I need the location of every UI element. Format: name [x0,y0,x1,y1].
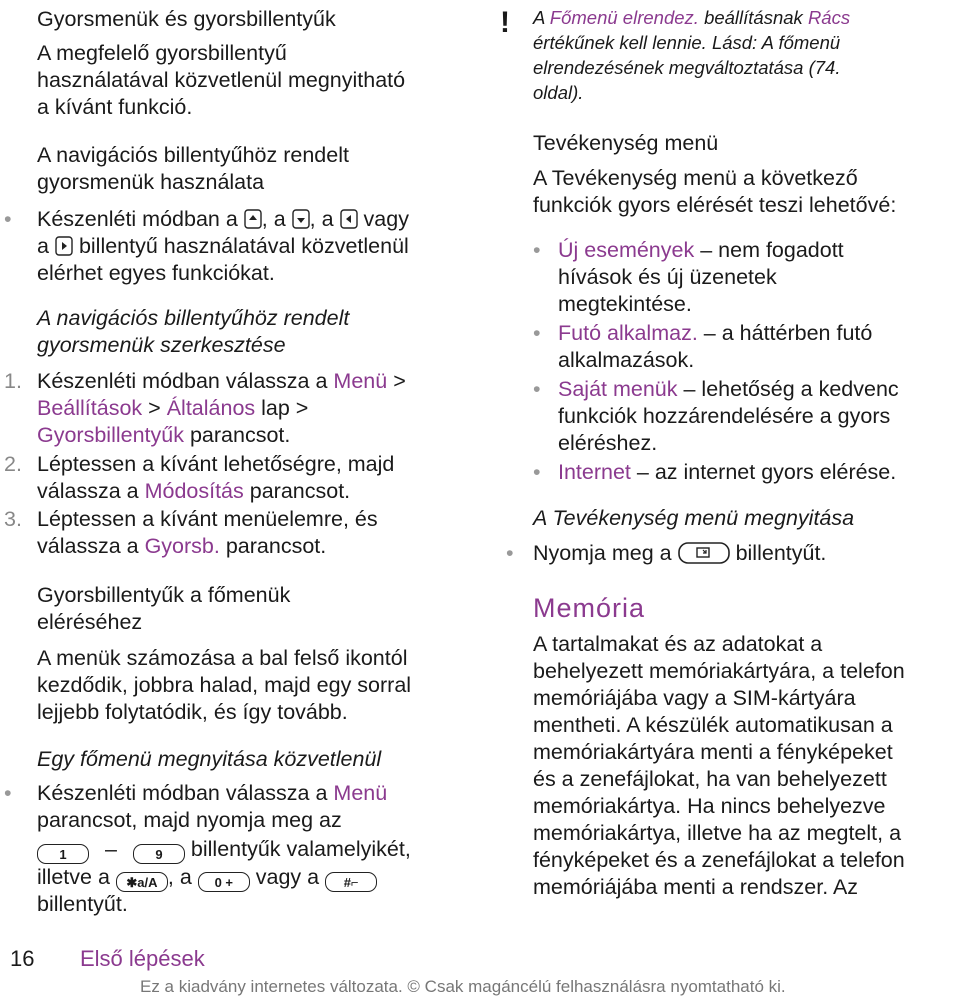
intro-line: A megfelelő gyorsbillentyű [37,41,287,65]
nav-left-icon [340,209,358,229]
bullet-icon: • [533,321,541,345]
subheading-nav: A navigációs billentyűhöz rendelt [37,143,349,167]
key-9-icon: 9 [133,844,185,864]
bullet-icon: • [506,541,514,565]
page-number: 16 [10,946,35,971]
key-hash-icon: #⌐ [325,872,377,892]
paragraph-line: és a zenefájlokat, ha van behelyezett [533,767,887,791]
bullet-line: a billentyű használatával közvetlenül [37,234,409,258]
key-star-icon: ✱a/A [116,872,168,892]
subheading-activity-open: A Tevékenység menü megnyitása [533,506,855,530]
list-item: • Új események – nem fogadott [533,238,844,262]
subheading-nav: gyorsmenük használata [37,170,265,194]
bullet-icon: • [533,460,541,484]
bullet-line: • Készenléti módban a , a , a vagy [4,207,409,231]
list-item: hívások és új üzenetek [558,265,777,289]
bullet-line: • Nyomja meg a billentyűt. [506,541,827,565]
activity-key-icon [678,542,730,564]
bullet-line: 1 – 9 billentyűk valamelyikét, [37,836,411,864]
list-item: funkciók hozzárendelésére a gyors [558,404,891,428]
bullet-icon: • [4,781,12,805]
subheading-edit: gyorsmenük szerkesztése [37,333,286,357]
list-item: • Saját menük – lehetőség a kedvenc [533,377,899,401]
nav-up-icon [244,209,262,229]
list-item: • Futó alkalmaz. – a háttérben futó [533,321,873,345]
footer-section-title: Első lépések [80,946,205,971]
section-title-shortcuts: Gyorsmenük és gyorsbillentyűk [37,7,336,31]
intro-line: A Tevékenység menü a következő [533,166,858,190]
nav-right-icon [55,236,73,256]
list-item: alkalmazások. [558,348,695,372]
bullet-icon: • [533,238,541,262]
paragraph-line: memóriakártya. Ha nincs behelyezve [533,794,886,818]
bullet-line: • Készenléti módban válassza a Menü [4,781,388,805]
key-1-icon: 1 [37,844,89,864]
section-title-mainmenu: eléréséhez [37,610,143,634]
intro-line: funkciók gyors elérését teszi lehetővé: [533,193,897,217]
paragraph-line: kezdődik, jobbra halad, majd egy sorral [37,673,412,697]
step-1: 1. Készenléti módban válassza a Menü > [4,369,406,393]
intro-line: a kívánt funkció. [37,95,193,119]
section-title-mainmenu: Gyorsbillentyűk a főmenük [37,583,291,607]
paragraph-line: mentheti. A készülék automatikusan a [533,713,893,737]
bullet-line: illetve a ✱a/A , a 0 + vagy a #⌐ [37,864,377,892]
step-2: 2. Léptessen a kívánt lehetőségre, majd [4,452,395,476]
subheading-open-main: Egy főmenü megnyitása közvetlenül [37,747,382,771]
step-1: Gyorsbillentyűk parancsot. [37,423,291,447]
warning-icon: ! [500,6,510,39]
paragraph-line: A tartalmakat és az adatokat a [533,632,823,656]
note-line: értékűnek kell lennie. Lásd: A főmenü [533,32,841,53]
note-line: elrendezésének megváltoztatása (74. [533,57,841,78]
bullet-line: elérhet egyes funkciókat. [37,261,275,285]
step-3: 3. Léptessen a kívánt menüelemre, és [4,507,378,531]
bullet-line: billentyűt. [37,892,128,916]
footer-note: Ez a kiadvány internetes változata. © Csak magáncélú felhasználásra nyomtatható ki. [140,977,786,996]
bullet-icon: • [4,207,12,231]
nav-down-icon [292,209,310,229]
paragraph-line: A menük számozása a bal felső ikontól [37,646,408,670]
paragraph-line: behelyezett memóriakártyára, a telefon [533,659,905,683]
list-item: • Internet – az internet gyors elérése. [533,460,897,484]
step-1: Beállítások > Általános lap > [37,396,309,420]
paragraph-line: memóriakártya, illetve ha az megtelt, a [533,821,902,845]
section-title-memory: Memória [533,593,646,623]
note-line: A Főmenü elrendez. beállításnak Rács [533,7,851,28]
paragraph-line: lejjebb folytatódik, és így tovább. [37,700,348,724]
list-item: eléréshez. [558,431,658,455]
paragraph-line: memóriájába menti a rendszer. Az [533,875,859,899]
list-item: megtekintése. [558,292,692,316]
paragraph-line: fényképeket és a zenefájlokat a telefon [533,848,905,872]
paragraph-line: memóriájába vagy a SIM-kártyára [533,686,856,710]
bullet-icon: • [533,377,541,401]
section-title-activity: Tevékenység menü [533,131,719,155]
intro-line: használatával közvetlenül megnyitható [37,68,406,92]
key-zero-icon: 0 + [198,872,250,892]
step-3: válassza a Gyorsb. parancsot. [37,534,327,558]
subheading-edit: A navigációs billentyűhöz rendelt [37,306,350,330]
bullet-line: parancsot, majd nyomja meg az [37,808,342,832]
step-2: válassza a Módosítás parancsot. [37,479,351,503]
note-line: oldal). [533,82,584,103]
paragraph-line: memóriakártyára menti a fényképeket [533,740,893,764]
